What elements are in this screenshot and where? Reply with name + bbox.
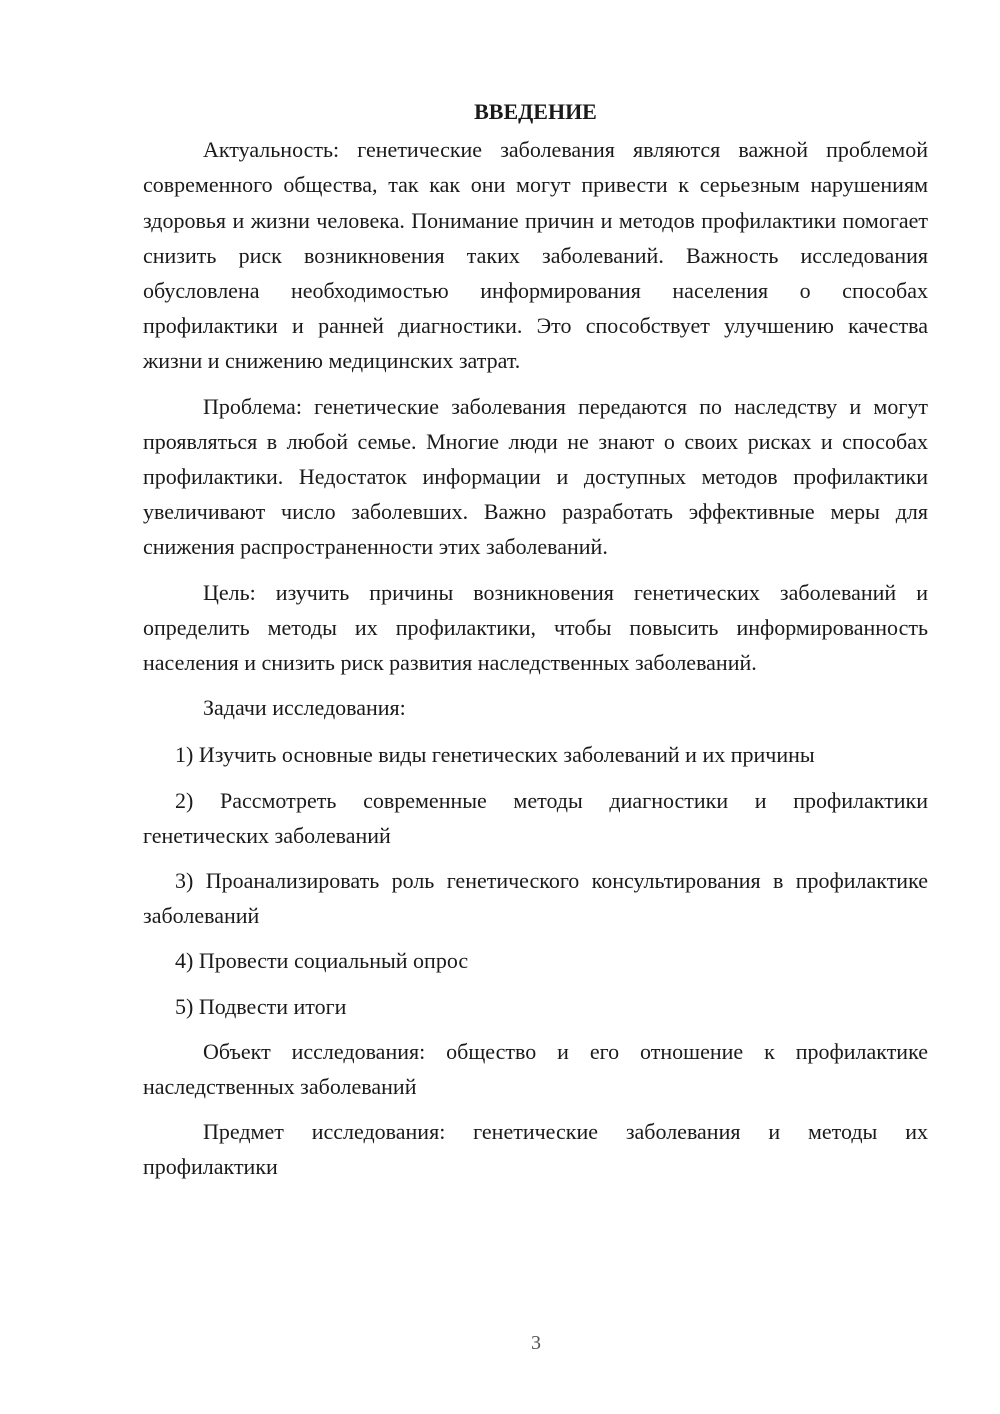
task-item-3: 3) Проанализировать роль генетического консультирования в профилактике заболеваний <box>143 868 928 929</box>
relevance-paragraph: Актуальность: генетические заболевания являются важной проблемой современного общества, так как они могут привести к серьезным нарушениям здоровья и жизни человека. Понимание причин и методов профилактики помогает снизить риск возникновения таких заболеваний. Важность исследования обусловлена необходимостью информирования населения о способах профилактики и ранней диагностики. Это способствует улучшению качества жизни и снижению медицинских затрат. <box>143 137 928 374</box>
task-item-2: 2) Рассмотреть современные методы диагностики и профилактики генетических заболеваний <box>143 787 928 848</box>
task-item-5: 5) Подвести итоги <box>175 993 347 1019</box>
tasks-heading: Задачи исследования: <box>203 695 406 721</box>
page-number: 3 <box>531 1332 541 1354</box>
task-item-1: 1) Изучить основные виды генетических заболеваний и их причины <box>175 742 815 768</box>
document-page <box>143 94 928 1195</box>
problem-paragraph: Проблема: генетические заболевания передаются по наследству и могут проявляться в любой семье. Многие люди не знают о своих рисках и способах профилактики. Недостаток информации и доступных методов профилактики увеличивают число заболевших. Важно разработать эффективные меры для снижения распространенности этих заболеваний. <box>143 393 928 560</box>
goal-paragraph: Цель: изучить причины возникновения генетических заболеваний и определить методы их профилактики, чтобы повысить информированность населения и снизить риск развития наследственных заболеваний. <box>143 579 928 676</box>
object-paragraph: Объект исследования: общество и его отношение к профилактике наследственных заболеваний <box>143 1038 928 1100</box>
task-item-4: 4) Провести социальный опрос <box>175 948 469 974</box>
subject-paragraph: Предмет исследования: генетические заболевания и методы их профилактики <box>143 1119 928 1180</box>
page-title: ВВЕДЕНИЕ <box>474 99 597 124</box>
